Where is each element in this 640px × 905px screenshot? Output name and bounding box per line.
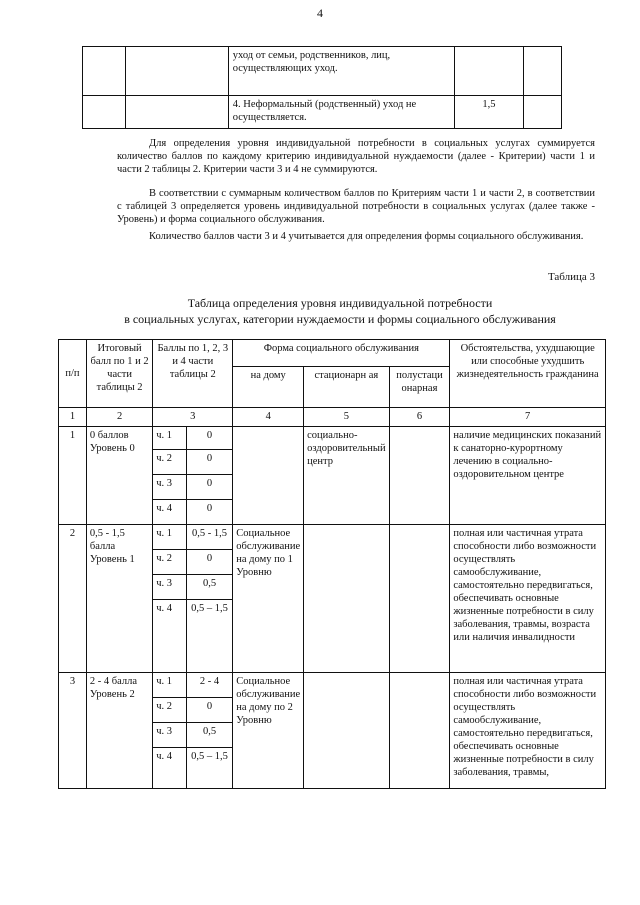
table-cell: 4. Неформальный (родственный) уход не осуществляется.: [228, 96, 455, 129]
table-title: Таблица определения уровня индивидуальной потребности: [187, 296, 493, 310]
colnum: 7: [450, 408, 606, 427]
table-cell: [126, 47, 228, 96]
part-value: 0,5 – 1,5: [186, 748, 232, 789]
table-row: [59, 427, 606, 450]
paragraph: Количество баллов части 3 и 4 учитывается для определения формы социального обслуживания.: [149, 231, 584, 242]
table-cell: [455, 47, 523, 96]
row-semi: [389, 673, 450, 789]
row-total: 0,5 - 1,5 балла Уровень 1: [86, 525, 152, 673]
paragraph: В соответствии с суммарным количеством баллов по Критериям части 1 и части 2, в соответствии с таблицей 3 определяется уровень индивидуальной потребности в социальных услугах (далее также - Уровень) и форма социального обслуживания.: [117, 188, 595, 225]
row-home: [233, 427, 304, 525]
part-value: 0: [186, 550, 232, 575]
table-cell: [83, 96, 126, 129]
column-numbers-row: [59, 408, 606, 427]
header-total: Итоговый балл по 1 и 2 части таблицы 2: [86, 340, 152, 408]
part-label: ч. 2: [153, 450, 187, 475]
table-header-row: [59, 340, 606, 367]
part-value: 0,5 – 1,5: [186, 600, 232, 673]
table-row: [59, 525, 606, 550]
part-label: ч. 1: [153, 525, 187, 550]
colnum: 4: [233, 408, 304, 427]
part-label: ч. 3: [153, 575, 187, 600]
row-semi: [389, 427, 450, 525]
row-circumstances: полная или частичная утрата способности либо возможности осуществлять самообслуживание, самостоятельно передвигаться, обеспечивать основные жизненные потребности в силу заболевания, травмы, возраста или наличия инвалидности: [450, 525, 606, 673]
row-num: 1: [59, 427, 87, 525]
part-value: 0,5: [186, 575, 232, 600]
header-points: Баллы по 1, 2, 3 и 4 части таблицы 2: [153, 340, 233, 408]
part-label: ч. 2: [153, 550, 187, 575]
row-num: 2: [59, 525, 87, 673]
header-circumstances: Обстоятельства, ухудшающие или способные ухудшить жизнедеятельность гражданина: [450, 340, 606, 408]
part-value: 0,5: [186, 723, 232, 748]
table-cell: 1,5: [455, 96, 523, 129]
row-total: 2 - 4 балла Уровень 2: [86, 673, 152, 789]
colnum: 5: [304, 408, 389, 427]
part-label: ч. 4: [153, 500, 187, 525]
row-num: 3: [59, 673, 87, 789]
header-form: Форма социального обслуживания: [233, 340, 450, 367]
part-label: ч. 1: [153, 427, 187, 450]
table-cell: [83, 47, 126, 96]
table-cell: уход от семьи, родственников, лиц, осуществляющих уход.: [228, 47, 455, 96]
part-value: 2 - 4: [186, 673, 232, 698]
row-home: Социальное обслуживание на дому по 2 Уровню: [233, 673, 304, 789]
colnum: 2: [86, 408, 152, 427]
part-value: 0: [186, 475, 232, 500]
row-home: Социальное обслуживание на дому по 1 Уровню: [233, 525, 304, 673]
top-table-fragment: [82, 46, 562, 129]
part-value: 0: [186, 500, 232, 525]
table-row: [83, 47, 562, 96]
row-semi: [389, 525, 450, 673]
part-value: 0,5 - 1,5: [186, 525, 232, 550]
level-table: [58, 339, 606, 789]
part-label: ч. 2: [153, 698, 187, 723]
colnum: 6: [389, 408, 450, 427]
table-cell: [523, 47, 562, 96]
row-total: 0 баллов Уровень 0: [86, 427, 152, 525]
part-label: ч. 3: [153, 475, 187, 500]
colnum: 1: [59, 408, 87, 427]
header-semi: полустаци онарная: [389, 367, 450, 408]
colnum: 3: [153, 408, 233, 427]
part-label: ч. 3: [153, 723, 187, 748]
row-circumstances: полная или частичная утрата способности либо возможности осуществлять самообслуживание, самостоятельно передвигаться, обеспечивать основные жизненные потребности в силу заболевания, травмы,: [450, 673, 606, 789]
row-stationary: [304, 525, 389, 673]
table-row: [59, 673, 606, 698]
part-value: 0: [186, 427, 232, 450]
part-value: 0: [186, 698, 232, 723]
part-label: ч. 4: [153, 600, 187, 673]
page-number: 4: [317, 6, 323, 20]
table-label: Таблица 3: [547, 271, 595, 283]
part-value: 0: [186, 450, 232, 475]
paragraph: Для определения уровня индивидуальной потребности в социальных услугах суммируется количество баллов по каждому критерию индивидуальной нуждаемости (далее - Критерии) части 1 и части 2 таблицы 2. Критерии части 3 и 4 не суммируются.: [117, 138, 595, 175]
header-num: п/п: [59, 340, 87, 408]
table-cell: [523, 96, 562, 129]
table-row: [83, 96, 562, 129]
table-cell: [126, 96, 228, 129]
row-stationary: [304, 673, 389, 789]
row-circumstances: наличие медицинских показаний к санаторно-курортному лечению в социально-оздоровительном центре: [450, 427, 606, 525]
part-label: ч. 1: [153, 673, 187, 698]
header-home: на дому: [233, 367, 304, 408]
header-stationary: стационарн ая: [304, 367, 389, 408]
row-stationary: социально-оздоровительный центр: [304, 427, 389, 525]
part-label: ч. 4: [153, 748, 187, 789]
table-subtitle: в социальных услугах, категории нуждаемости и формы социального обслуживания: [124, 312, 556, 326]
